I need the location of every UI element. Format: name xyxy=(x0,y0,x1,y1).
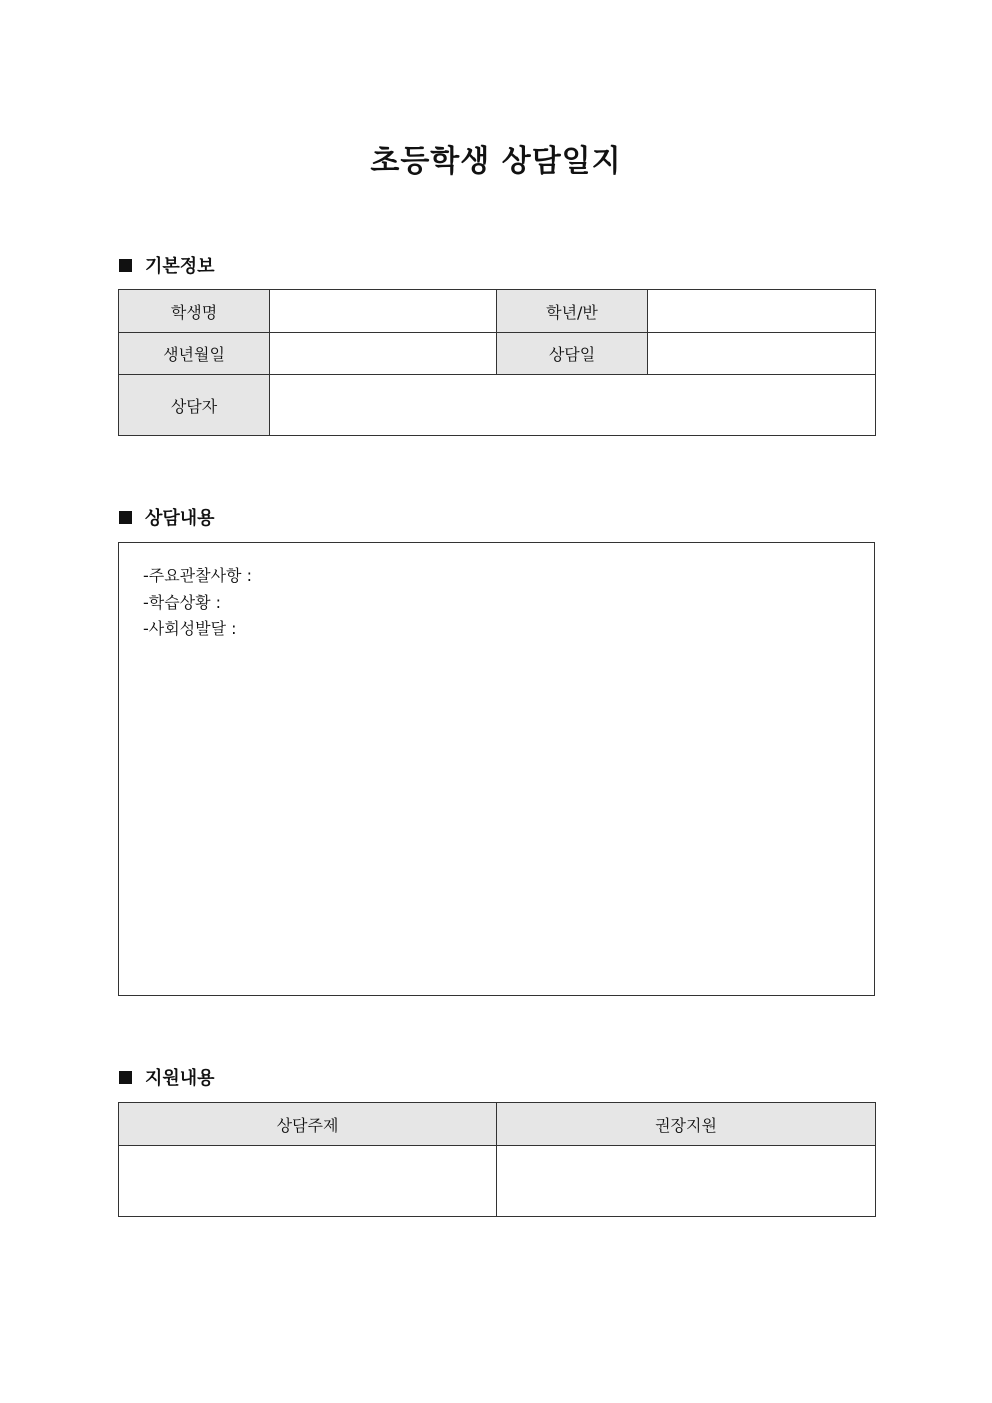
section-heading-counsel-content xyxy=(119,504,215,530)
birth-date-field[interactable] xyxy=(270,333,497,375)
topic-field[interactable] xyxy=(119,1146,497,1217)
square-bullet-icon xyxy=(119,259,132,272)
basic-info-table xyxy=(118,289,876,436)
document-title: 초등학생 상담일지 xyxy=(370,144,622,179)
counselor-field[interactable] xyxy=(270,375,876,436)
square-bullet-icon xyxy=(119,1071,132,1084)
section-heading-label: 지원내용 xyxy=(145,1068,215,1089)
section-heading-label: 기본정보 xyxy=(145,256,215,277)
grade-class-field[interactable] xyxy=(648,290,876,333)
support-table xyxy=(118,1102,876,1217)
counsel-content-box[interactable] xyxy=(118,542,875,996)
section-heading-support xyxy=(119,1064,215,1090)
student-name-field[interactable] xyxy=(270,290,497,333)
section-heading-basic-info xyxy=(119,252,215,278)
recommend-column-header: 권장지원 xyxy=(497,1103,876,1146)
topic-column-header: 상담주제 xyxy=(119,1103,497,1146)
recommend-field[interactable] xyxy=(497,1146,876,1217)
social-development-line: -사회성발달 : xyxy=(143,619,237,638)
counselor-label: 상담자 xyxy=(119,375,270,436)
section-heading-label: 상담내용 xyxy=(145,508,215,529)
learning-status-line: -학습상황 : xyxy=(143,592,222,612)
counsel-date-label: 상담일 xyxy=(497,333,648,375)
observation-line: -주요관찰사항 : xyxy=(143,566,252,585)
birth-date-label: 생년월일 xyxy=(119,333,270,375)
counsel-date-field[interactable] xyxy=(648,333,876,375)
student-name-label: 학생명 xyxy=(119,290,270,333)
grade-class-label: 학년/반 xyxy=(497,290,648,333)
square-bullet-icon xyxy=(119,511,132,524)
